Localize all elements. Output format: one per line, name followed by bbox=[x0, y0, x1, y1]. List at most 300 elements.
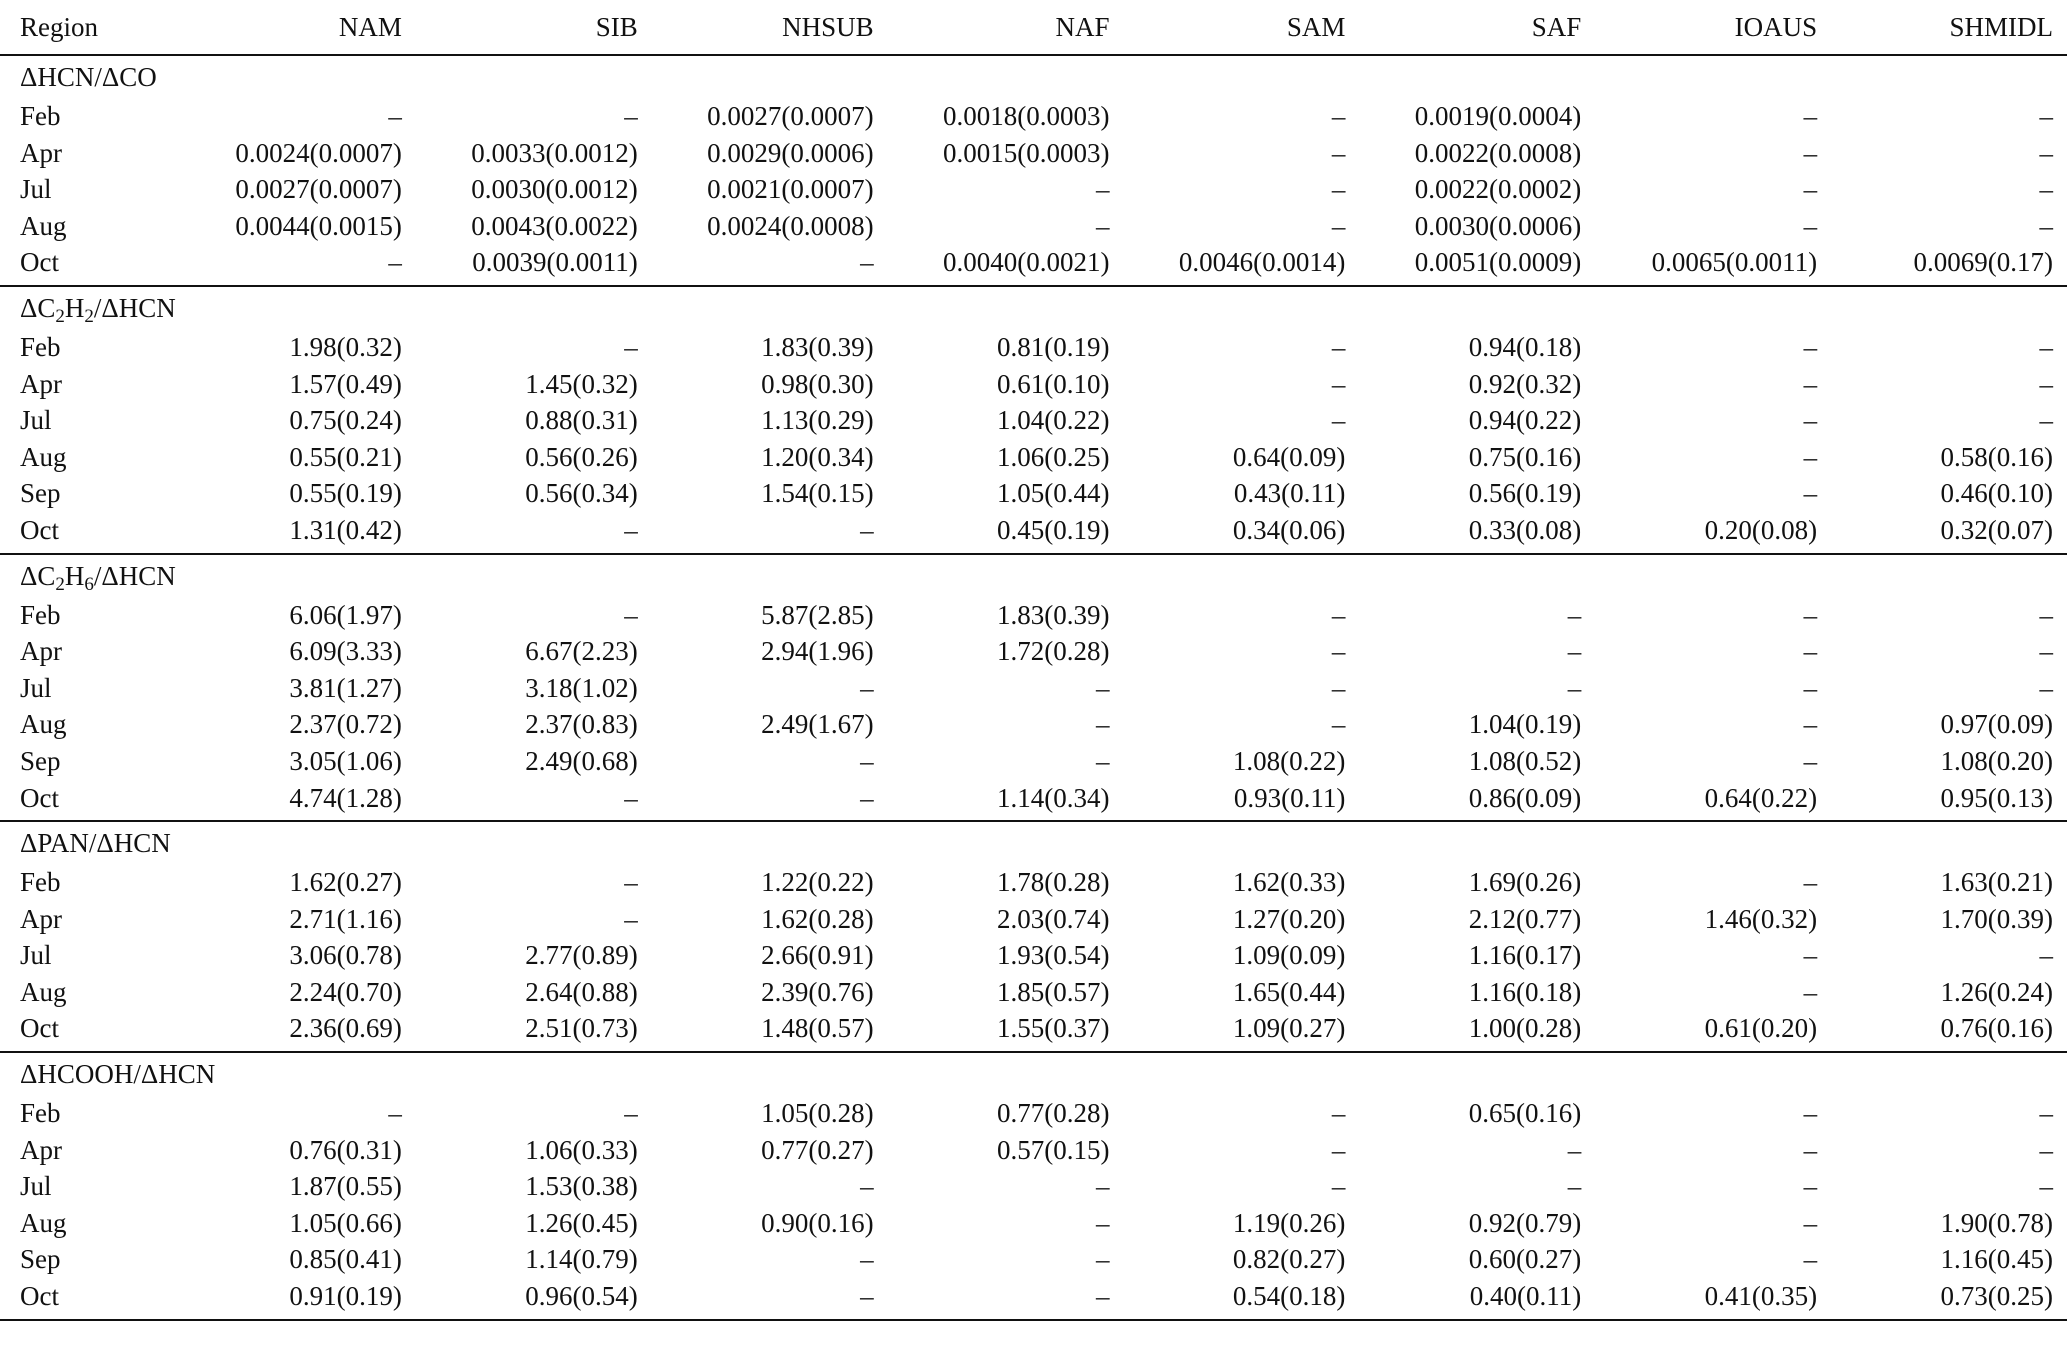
cell-sib: – bbox=[416, 780, 652, 822]
table-row bbox=[0, 901, 2067, 938]
section-title bbox=[0, 55, 2067, 98]
cell-nam: 0.75(0.24) bbox=[289, 405, 402, 436]
header-nam: NAM bbox=[180, 0, 416, 55]
cell-ioaus: – bbox=[1803, 599, 1818, 630]
cell-sib: – bbox=[624, 1098, 638, 1129]
cell-ioaus: – bbox=[1803, 405, 1818, 436]
table-row bbox=[0, 1205, 2067, 1242]
cell-naf: 0.61(0.10) bbox=[997, 368, 1110, 399]
section-title-text: H bbox=[64, 292, 85, 323]
cell-saf: 0.92(0.32) bbox=[1468, 368, 1582, 399]
cell-nhsub: – bbox=[860, 1171, 874, 1202]
cell-naf: – bbox=[1096, 672, 1110, 703]
table-row bbox=[0, 135, 2067, 172]
header-sam: SAM bbox=[1124, 0, 1360, 55]
header-ioaus: IOAUS bbox=[1595, 0, 1831, 55]
section-title-text: /ΔHCN bbox=[93, 560, 176, 591]
cell-sib: 0.96(0.54) bbox=[416, 1278, 652, 1320]
cell-naf: 1.06(0.25) bbox=[997, 441, 1110, 472]
cell-shmidl: 1.70(0.39) bbox=[1940, 903, 2053, 934]
cell-nam: 3.05(1.06) bbox=[289, 745, 402, 776]
cell-sib: – bbox=[624, 331, 638, 362]
cell-sib: 0.56(0.34) bbox=[525, 478, 638, 509]
cell-ioaus: – bbox=[1803, 672, 1818, 703]
cell-ioaus: – bbox=[1803, 867, 1818, 898]
table-row bbox=[0, 864, 2067, 901]
cell-sib: 2.77(0.89) bbox=[525, 940, 638, 971]
table-row bbox=[0, 743, 2067, 780]
month-label: Jul bbox=[20, 174, 52, 205]
cell-nam: 0.0027(0.0007) bbox=[235, 174, 402, 205]
cell-saf: 0.0019(0.0004) bbox=[1414, 101, 1582, 131]
header-row bbox=[0, 0, 2067, 55]
cell-nhsub: 1.05(0.28) bbox=[761, 1098, 874, 1129]
cell-sib: – bbox=[416, 512, 652, 554]
cell-nhsub: – bbox=[652, 1278, 888, 1320]
cell-naf: 0.0018(0.0003) bbox=[943, 101, 1110, 131]
cell-nhsub: 1.20(0.34) bbox=[761, 441, 874, 472]
table-row bbox=[0, 597, 2067, 634]
cell-nam: 1.62(0.27) bbox=[289, 867, 402, 898]
month-label: Oct bbox=[0, 1010, 180, 1052]
cell-saf: 0.0022(0.0002) bbox=[1414, 174, 1582, 205]
cell-shmidl: 0.95(0.13) bbox=[1831, 780, 2067, 822]
cell-ioaus: – bbox=[1803, 368, 1818, 399]
cell-sib: 2.51(0.73) bbox=[416, 1010, 652, 1052]
cell-saf: – bbox=[1567, 599, 1582, 630]
cell-ioaus: 1.46(0.32) bbox=[1704, 903, 1818, 934]
table-row bbox=[0, 98, 2067, 135]
table-row bbox=[0, 366, 2067, 403]
month-label: Feb bbox=[20, 599, 61, 630]
cell-sam: – bbox=[1331, 709, 1346, 740]
table-row bbox=[0, 208, 2067, 245]
cell-saf: 1.00(0.28) bbox=[1359, 1010, 1595, 1052]
cell-shmidl: – bbox=[2039, 1134, 2053, 1165]
header-region: Region bbox=[0, 0, 180, 55]
cell-sib: 2.64(0.88) bbox=[525, 976, 638, 1007]
cell-nam: – bbox=[180, 244, 416, 286]
cell-saf: 2.12(0.77) bbox=[1468, 903, 1582, 934]
cell-nam: 1.57(0.49) bbox=[289, 368, 402, 399]
cell-naf: 0.77(0.28) bbox=[997, 1098, 1110, 1129]
cell-saf: – bbox=[1567, 1134, 1582, 1165]
cell-sam: 0.0046(0.0014) bbox=[1124, 244, 1360, 286]
cell-saf: 0.94(0.18) bbox=[1468, 331, 1582, 362]
section-title-text: ΔC bbox=[20, 560, 56, 591]
cell-naf: – bbox=[1096, 1171, 1110, 1202]
cell-naf: 0.0040(0.0021) bbox=[888, 244, 1124, 286]
table-row bbox=[0, 1278, 2067, 1320]
month-label: Sep bbox=[20, 478, 61, 509]
month-label: Apr bbox=[20, 368, 62, 399]
cell-nam: 1.31(0.42) bbox=[180, 512, 416, 554]
cell-sam: 0.93(0.11) bbox=[1124, 780, 1360, 822]
cell-naf: – bbox=[1096, 1244, 1110, 1275]
cell-nhsub: 2.49(1.67) bbox=[761, 709, 874, 740]
cell-sam: 0.43(0.11) bbox=[1233, 478, 1346, 509]
table-row bbox=[0, 1132, 2067, 1169]
cell-nhsub: 0.0021(0.0007) bbox=[707, 174, 874, 205]
cell-nhsub: 1.22(0.22) bbox=[761, 867, 874, 898]
cell-nam: 6.09(3.33) bbox=[289, 636, 402, 667]
cell-sib: – bbox=[624, 101, 638, 131]
header-sib: SIB bbox=[416, 0, 652, 55]
cell-ioaus: 0.20(0.08) bbox=[1595, 512, 1831, 554]
cell-ioaus: – bbox=[1803, 441, 1818, 472]
cell-nhsub: 2.39(0.76) bbox=[761, 976, 874, 1007]
section-title bbox=[0, 554, 2067, 597]
header-saf: SAF bbox=[1359, 0, 1595, 55]
cell-nhsub: – bbox=[860, 745, 874, 776]
cell-nam: – bbox=[388, 1098, 402, 1129]
cell-sib: 0.0030(0.0012) bbox=[471, 174, 638, 205]
cell-naf: – bbox=[1096, 709, 1110, 740]
cell-ioaus: – bbox=[1803, 709, 1818, 740]
table-row bbox=[0, 244, 2067, 286]
cell-sam: – bbox=[1331, 599, 1346, 630]
month-label: Sep bbox=[20, 1244, 61, 1275]
cell-sib: 1.06(0.33) bbox=[525, 1134, 638, 1165]
cell-saf: 1.16(0.17) bbox=[1468, 940, 1582, 971]
cell-shmidl: – bbox=[2039, 101, 2053, 131]
cell-saf: 0.60(0.27) bbox=[1468, 1244, 1582, 1275]
cell-nam: 6.06(1.97) bbox=[289, 599, 402, 630]
cell-nam: 2.36(0.69) bbox=[180, 1010, 416, 1052]
cell-naf: 1.55(0.37) bbox=[888, 1010, 1124, 1052]
section-title-text: ΔPAN/ΔHCN bbox=[20, 828, 171, 859]
cell-saf: 0.65(0.16) bbox=[1468, 1098, 1582, 1129]
cell-ioaus: – bbox=[1803, 1207, 1818, 1238]
table-row bbox=[0, 1010, 2067, 1052]
section-title-subscript: 2 bbox=[55, 573, 65, 595]
cell-sam: 1.27(0.20) bbox=[1232, 903, 1346, 934]
month-label: Oct bbox=[0, 512, 180, 554]
cell-nhsub: – bbox=[652, 244, 888, 286]
section-title-text: /ΔHCN bbox=[93, 292, 176, 323]
cell-ioaus: – bbox=[1803, 210, 1818, 241]
cell-naf: 1.83(0.39) bbox=[997, 599, 1110, 630]
cell-shmidl: – bbox=[2039, 636, 2053, 667]
table-row bbox=[0, 1241, 2067, 1278]
cell-sib: 1.14(0.79) bbox=[525, 1244, 638, 1275]
cell-sam: – bbox=[1331, 331, 1346, 362]
cell-shmidl: 0.46(0.10) bbox=[1940, 478, 2053, 509]
cell-naf: 1.72(0.28) bbox=[997, 636, 1110, 667]
cell-naf: 1.14(0.34) bbox=[888, 780, 1124, 822]
cell-sib: 3.18(1.02) bbox=[525, 672, 638, 703]
cell-sib: – bbox=[624, 867, 638, 898]
month-label: Apr bbox=[20, 636, 62, 667]
month-label: Apr bbox=[20, 137, 62, 168]
cell-shmidl: – bbox=[2039, 210, 2053, 241]
section-header-row bbox=[0, 1052, 2067, 1095]
section-title-subscript: 2 bbox=[84, 305, 94, 327]
section-header-row bbox=[0, 286, 2067, 329]
cell-sam: 1.62(0.33) bbox=[1232, 867, 1346, 898]
cell-nam: 0.0044(0.0015) bbox=[235, 210, 402, 241]
cell-ioaus: – bbox=[1803, 137, 1818, 168]
cell-naf: – bbox=[1096, 210, 1110, 241]
cell-shmidl: 0.0069(0.17) bbox=[1831, 244, 2067, 286]
cell-nhsub: 1.54(0.15) bbox=[761, 478, 874, 509]
section-header-row bbox=[0, 821, 2067, 864]
section-header-row bbox=[0, 554, 2067, 597]
table-body bbox=[0, 55, 2067, 1320]
cell-nam: 0.91(0.19) bbox=[180, 1278, 416, 1320]
cell-sib: 0.0043(0.0022) bbox=[471, 210, 638, 241]
cell-nam: 0.76(0.31) bbox=[289, 1134, 402, 1165]
cell-shmidl: – bbox=[2039, 331, 2053, 362]
cell-saf: 0.0030(0.0006) bbox=[1414, 210, 1582, 241]
cell-ioaus: – bbox=[1803, 976, 1818, 1007]
table-row bbox=[0, 171, 2067, 208]
cell-sib: 0.0039(0.0011) bbox=[416, 244, 652, 286]
cell-ioaus: – bbox=[1803, 101, 1818, 131]
section-title-text: H bbox=[64, 560, 85, 591]
month-label: Feb bbox=[20, 331, 61, 362]
header-naf: NAF bbox=[888, 0, 1124, 55]
cell-sam: 1.19(0.26) bbox=[1232, 1207, 1346, 1238]
cell-ioaus: – bbox=[1803, 1098, 1818, 1129]
cell-nhsub: 0.98(0.30) bbox=[761, 368, 874, 399]
cell-saf: 0.40(0.11) bbox=[1359, 1278, 1595, 1320]
cell-sib: 0.88(0.31) bbox=[525, 405, 638, 436]
cell-ioaus: – bbox=[1803, 331, 1818, 362]
table-row bbox=[0, 475, 2067, 512]
cell-ioaus: – bbox=[1803, 745, 1818, 776]
month-label: Feb bbox=[20, 1098, 61, 1129]
cell-sam: 0.82(0.27) bbox=[1232, 1244, 1346, 1275]
cell-saf: 0.0051(0.0009) bbox=[1359, 244, 1595, 286]
month-label: Aug bbox=[20, 441, 67, 472]
cell-naf: 1.78(0.28) bbox=[997, 867, 1110, 898]
cell-nam: 2.71(1.16) bbox=[289, 903, 402, 934]
cell-saf: – bbox=[1567, 672, 1582, 703]
cell-sam: – bbox=[1331, 174, 1346, 205]
cell-nam: 0.85(0.41) bbox=[289, 1244, 402, 1275]
cell-naf: 1.93(0.54) bbox=[997, 940, 1110, 971]
month-label: Feb bbox=[20, 101, 61, 131]
table-row bbox=[0, 974, 2067, 1011]
cell-sam: – bbox=[1331, 405, 1346, 436]
month-label: Jul bbox=[20, 940, 52, 971]
cell-sam: – bbox=[1331, 1098, 1346, 1129]
cell-naf: 1.05(0.44) bbox=[997, 478, 1110, 509]
cell-sam: 1.65(0.44) bbox=[1232, 976, 1346, 1007]
cell-ioaus: – bbox=[1803, 636, 1818, 667]
section-title-subscript: 2 bbox=[55, 305, 65, 327]
cell-sam: – bbox=[1331, 1134, 1346, 1165]
cell-nam: 2.24(0.70) bbox=[289, 976, 402, 1007]
section-title bbox=[0, 1052, 2067, 1095]
cell-shmidl: – bbox=[2039, 599, 2053, 630]
cell-sib: 6.67(2.23) bbox=[525, 636, 638, 667]
section-title-subscript: 6 bbox=[84, 573, 94, 595]
cell-shmidl: – bbox=[2039, 1098, 2053, 1129]
cell-nhsub: – bbox=[652, 512, 888, 554]
section-title-text: ΔHCN/ΔCO bbox=[20, 62, 157, 92]
cell-ioaus: 0.0065(0.0011) bbox=[1595, 244, 1831, 286]
cell-saf: 0.86(0.09) bbox=[1359, 780, 1595, 822]
cell-saf: 0.94(0.22) bbox=[1468, 405, 1582, 436]
month-label: Sep bbox=[20, 745, 61, 776]
cell-shmidl: – bbox=[2039, 137, 2053, 168]
header-shmidl: SHMIDL bbox=[1831, 0, 2067, 55]
cell-naf: 1.85(0.57) bbox=[997, 976, 1110, 1007]
cell-sam: 1.09(0.09) bbox=[1232, 940, 1346, 971]
month-label: Apr bbox=[20, 1134, 62, 1165]
cell-sib: 1.26(0.45) bbox=[525, 1207, 638, 1238]
cell-nhsub: 5.87(2.85) bbox=[761, 599, 874, 630]
cell-shmidl: – bbox=[2039, 940, 2053, 971]
cell-sam: – bbox=[1331, 636, 1346, 667]
cell-nam: 3.81(1.27) bbox=[289, 672, 402, 703]
cell-nam: 1.05(0.66) bbox=[289, 1207, 402, 1238]
cell-nam: 4.74(1.28) bbox=[180, 780, 416, 822]
month-label: Oct bbox=[0, 244, 180, 286]
cell-sam: – bbox=[1331, 137, 1346, 168]
cell-nam: 1.98(0.32) bbox=[289, 331, 402, 362]
cell-naf: – bbox=[1096, 745, 1110, 776]
cell-nam: 1.87(0.55) bbox=[289, 1171, 402, 1202]
cell-sib: 0.0033(0.0012) bbox=[471, 137, 638, 168]
cell-shmidl: – bbox=[2039, 1171, 2053, 1202]
cell-shmidl: – bbox=[2039, 672, 2053, 703]
table-row bbox=[0, 512, 2067, 554]
cell-nhsub: 0.0027(0.0007) bbox=[707, 101, 874, 131]
cell-naf: 2.03(0.74) bbox=[997, 903, 1110, 934]
section-title bbox=[0, 286, 2067, 329]
cell-naf: 0.81(0.19) bbox=[997, 331, 1110, 362]
cell-sam: – bbox=[1331, 368, 1346, 399]
cell-nhsub: 0.77(0.27) bbox=[761, 1134, 874, 1165]
section-title bbox=[0, 821, 2067, 864]
cell-shmidl: 0.58(0.16) bbox=[1940, 441, 2053, 472]
cell-sam: 0.64(0.09) bbox=[1232, 441, 1346, 472]
cell-saf: 1.16(0.18) bbox=[1468, 976, 1582, 1007]
cell-sib: 2.49(0.68) bbox=[525, 745, 638, 776]
cell-shmidl: 1.08(0.20) bbox=[1940, 745, 2053, 776]
cell-ioaus: 0.41(0.35) bbox=[1595, 1278, 1831, 1320]
cell-sam: 0.34(0.06) bbox=[1124, 512, 1360, 554]
cell-shmidl: – bbox=[2039, 405, 2053, 436]
cell-shmidl: 1.26(0.24) bbox=[1940, 976, 2053, 1007]
month-label: Aug bbox=[20, 976, 67, 1007]
cell-shmidl: 0.32(0.07) bbox=[1831, 512, 2067, 554]
cell-naf: – bbox=[888, 1278, 1124, 1320]
cell-nhsub: 2.66(0.91) bbox=[761, 940, 874, 971]
month-label: Jul bbox=[20, 672, 52, 703]
month-label: Aug bbox=[20, 210, 67, 241]
table-row bbox=[0, 402, 2067, 439]
cell-sam: – bbox=[1331, 101, 1346, 131]
cell-nhsub: 2.94(1.96) bbox=[761, 636, 874, 667]
cell-nhsub: 1.62(0.28) bbox=[761, 903, 874, 934]
cell-shmidl: 0.76(0.16) bbox=[1831, 1010, 2067, 1052]
cell-nam: 0.0024(0.0007) bbox=[235, 137, 402, 168]
cell-saf: 1.69(0.26) bbox=[1468, 867, 1582, 898]
cell-naf: – bbox=[1096, 1207, 1110, 1238]
cell-nam: – bbox=[388, 101, 402, 131]
section-header-row bbox=[0, 55, 2067, 98]
cell-saf: 0.56(0.19) bbox=[1468, 478, 1582, 509]
cell-sam: – bbox=[1331, 672, 1346, 703]
cell-sam: – bbox=[1331, 1171, 1346, 1202]
cell-shmidl: 0.73(0.25) bbox=[1831, 1278, 2067, 1320]
cell-saf: 0.92(0.79) bbox=[1468, 1207, 1582, 1238]
cell-ioaus: – bbox=[1803, 478, 1818, 509]
table-row bbox=[0, 937, 2067, 974]
month-label: Oct bbox=[0, 780, 180, 822]
table-row bbox=[0, 780, 2067, 822]
table-row bbox=[0, 1168, 2067, 1205]
cell-naf: 0.45(0.19) bbox=[888, 512, 1124, 554]
cell-nhsub: 0.0029(0.0006) bbox=[707, 137, 874, 168]
cell-ioaus: – bbox=[1803, 940, 1818, 971]
month-label: Feb bbox=[20, 867, 61, 898]
cell-shmidl: 1.90(0.78) bbox=[1940, 1207, 2053, 1238]
cell-saf: 0.75(0.16) bbox=[1468, 441, 1582, 472]
table-row bbox=[0, 439, 2067, 476]
cell-nhsub: 1.83(0.39) bbox=[761, 331, 874, 362]
cell-naf: 1.04(0.22) bbox=[997, 405, 1110, 436]
cell-nhsub: – bbox=[860, 1244, 874, 1275]
cell-nam: 2.37(0.72) bbox=[289, 709, 402, 740]
cell-nhsub: 1.48(0.57) bbox=[652, 1010, 888, 1052]
cell-ioaus: 0.61(0.20) bbox=[1595, 1010, 1831, 1052]
cell-saf: 0.33(0.08) bbox=[1359, 512, 1595, 554]
cell-sib: 1.45(0.32) bbox=[525, 368, 638, 399]
cell-saf: 1.08(0.52) bbox=[1468, 745, 1582, 776]
month-label: Apr bbox=[20, 903, 62, 934]
cell-saf: 0.0022(0.0008) bbox=[1414, 137, 1582, 168]
cell-ioaus: – bbox=[1803, 1171, 1818, 1202]
cell-nam: 3.06(0.78) bbox=[289, 940, 402, 971]
cell-shmidl: – bbox=[2039, 174, 2053, 205]
cell-sib: 2.37(0.83) bbox=[525, 709, 638, 740]
cell-ioaus: – bbox=[1803, 1134, 1818, 1165]
cell-sam: 0.54(0.18) bbox=[1124, 1278, 1360, 1320]
cell-saf: – bbox=[1567, 636, 1582, 667]
table-row bbox=[0, 1095, 2067, 1132]
cell-naf: 0.57(0.15) bbox=[997, 1134, 1110, 1165]
cell-nhsub: – bbox=[860, 672, 874, 703]
table-row bbox=[0, 329, 2067, 366]
cell-sam: – bbox=[1331, 210, 1346, 241]
cell-shmidl: 1.63(0.21) bbox=[1940, 867, 2053, 898]
cell-naf: – bbox=[1096, 174, 1110, 205]
table-row bbox=[0, 706, 2067, 743]
cell-sib: – bbox=[624, 903, 638, 934]
cell-nhsub: 1.13(0.29) bbox=[761, 405, 874, 436]
cell-sam: 1.08(0.22) bbox=[1232, 745, 1346, 776]
month-label: Jul bbox=[20, 405, 52, 436]
cell-ioaus: 0.64(0.22) bbox=[1595, 780, 1831, 822]
cell-sib: 0.56(0.26) bbox=[525, 441, 638, 472]
cell-nhsub: 0.0024(0.0008) bbox=[707, 210, 874, 241]
cell-naf: 0.0015(0.0003) bbox=[943, 137, 1110, 168]
table-row bbox=[0, 633, 2067, 670]
month-label: Aug bbox=[20, 709, 67, 740]
month-label: Jul bbox=[20, 1171, 52, 1202]
cell-nam: 0.55(0.19) bbox=[289, 478, 402, 509]
month-label: Oct bbox=[0, 1278, 180, 1320]
cell-saf: – bbox=[1567, 1171, 1582, 1202]
cell-nhsub: – bbox=[652, 780, 888, 822]
cell-sib: 1.53(0.38) bbox=[525, 1171, 638, 1202]
cell-ioaus: – bbox=[1803, 174, 1818, 205]
